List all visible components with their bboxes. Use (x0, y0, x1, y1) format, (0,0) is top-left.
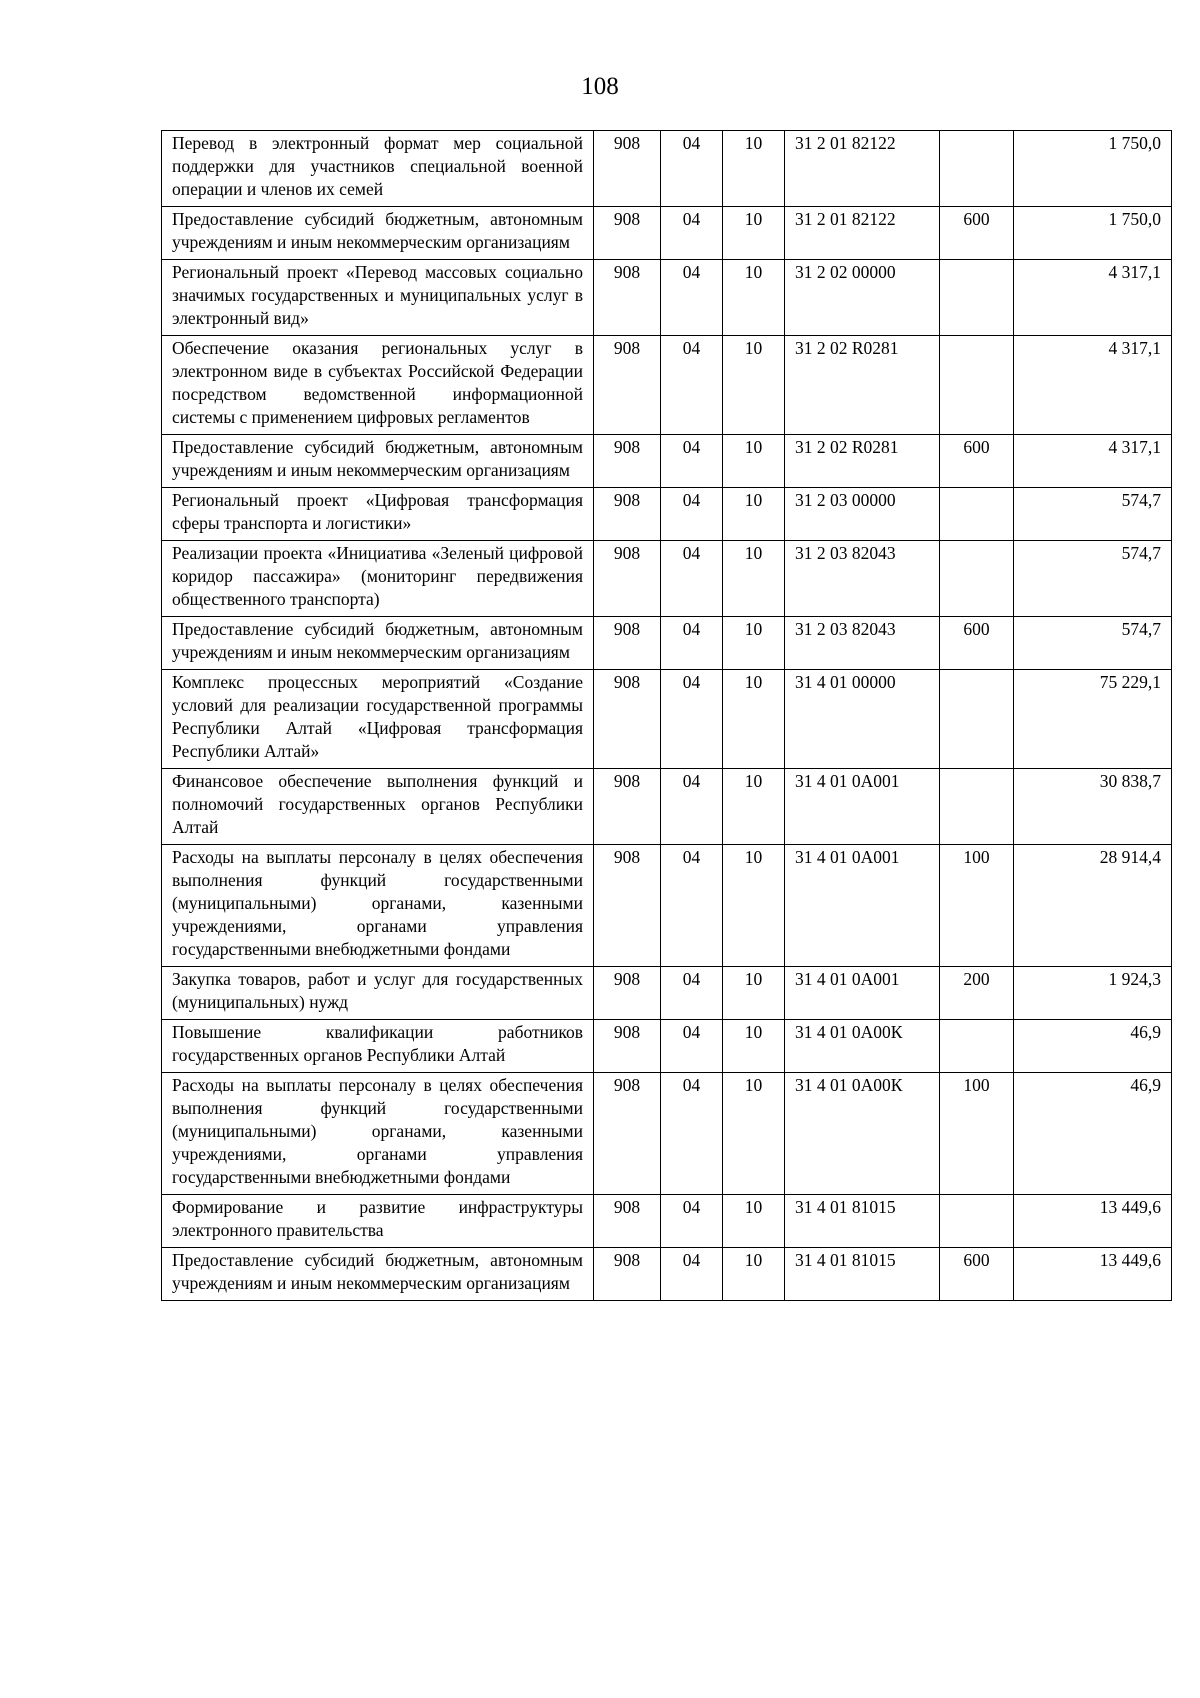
row-name-cell: Расходы на выплаты персоналу в целях обеспечения выполнения функций государственными (муниципальными) органами, казенными учреждениями, органами управления государственными внебюджетными фондами (162, 1073, 594, 1195)
row-name-cell: Предоставление субсидий бюджетным, автономным учреждениям и иным некоммерческим организациям (162, 1248, 594, 1301)
row-pr-cell: 10 (723, 435, 785, 488)
row-pr-cell: 10 (723, 336, 785, 435)
row-rz-cell: 04 (661, 260, 723, 336)
table-row (162, 336, 1172, 435)
table-row (162, 769, 1172, 845)
row-gr-cell: 908 (594, 1195, 661, 1248)
table-row (162, 1248, 1172, 1301)
row-vr-cell: 600 (940, 435, 1014, 488)
row-rz-cell: 04 (661, 435, 723, 488)
row-vr-cell: 100 (940, 845, 1014, 967)
row-sum-cell: 574,7 (1014, 617, 1172, 670)
row-pr-cell: 10 (723, 670, 785, 769)
row-name-cell: Предоставление субсидий бюджетным, автономным учреждениям и иным некоммерческим организациям (162, 617, 594, 670)
row-name-cell: Реализации проекта «Инициатива «Зеленый цифровой коридор пассажира» (мониторинг передвижения общественного транспорта) (162, 541, 594, 617)
row-name-cell: Расходы на выплаты персоналу в целях обеспечения выполнения функций государственными (муниципальными) органами, казенными учреждениями, органами управления государственными внебюджетными фондами (162, 845, 594, 967)
row-rz-cell: 04 (661, 488, 723, 541)
row-csr-cell: 31 2 03 00000 (785, 488, 940, 541)
row-vr-cell (940, 670, 1014, 769)
row-sum-cell: 28 914,4 (1014, 845, 1172, 967)
table-row (162, 541, 1172, 617)
row-rz-cell: 04 (661, 1073, 723, 1195)
row-pr-cell: 10 (723, 1073, 785, 1195)
row-pr-cell: 10 (723, 541, 785, 617)
row-sum-cell: 46,9 (1014, 1020, 1172, 1073)
row-rz-cell: 04 (661, 131, 723, 207)
row-vr-cell (940, 336, 1014, 435)
row-pr-cell: 10 (723, 207, 785, 260)
row-rz-cell: 04 (661, 769, 723, 845)
row-csr-cell: 31 2 01 82122 (785, 207, 940, 260)
row-sum-cell: 4 317,1 (1014, 435, 1172, 488)
row-name-cell: Комплекс процессных мероприятий «Создание условий для реализации государственной программы Республики Алтай «Цифровая трансформация Республики Алтай» (162, 670, 594, 769)
row-gr-cell: 908 (594, 670, 661, 769)
table-row (162, 131, 1172, 207)
row-pr-cell: 10 (723, 1248, 785, 1301)
row-rz-cell: 04 (661, 1020, 723, 1073)
row-vr-cell: 600 (940, 617, 1014, 670)
row-gr-cell: 908 (594, 1073, 661, 1195)
row-rz-cell: 04 (661, 967, 723, 1020)
row-rz-cell: 04 (661, 1248, 723, 1301)
row-vr-cell: 600 (940, 207, 1014, 260)
row-name-cell: Региональный проект «Перевод массовых социально значимых государственных и муниципальных услуг в электронный вид» (162, 260, 594, 336)
table-row (162, 207, 1172, 260)
row-sum-cell: 30 838,7 (1014, 769, 1172, 845)
row-sum-cell: 1 924,3 (1014, 967, 1172, 1020)
budget-table (161, 130, 1172, 1301)
row-sum-cell: 574,7 (1014, 488, 1172, 541)
row-vr-cell (940, 131, 1014, 207)
row-gr-cell: 908 (594, 967, 661, 1020)
row-vr-cell (940, 260, 1014, 336)
row-csr-cell: 31 4 01 00000 (785, 670, 940, 769)
row-csr-cell: 31 2 01 82122 (785, 131, 940, 207)
row-vr-cell (940, 1020, 1014, 1073)
row-gr-cell: 908 (594, 845, 661, 967)
table-row (162, 967, 1172, 1020)
row-gr-cell: 908 (594, 207, 661, 260)
row-gr-cell: 908 (594, 541, 661, 617)
table-row (162, 1073, 1172, 1195)
row-pr-cell: 10 (723, 1020, 785, 1073)
row-vr-cell (940, 488, 1014, 541)
row-rz-cell: 04 (661, 1195, 723, 1248)
row-gr-cell: 908 (594, 1020, 661, 1073)
budget-table-body (162, 131, 1172, 1301)
row-vr-cell: 100 (940, 1073, 1014, 1195)
row-pr-cell: 10 (723, 769, 785, 845)
table-row (162, 488, 1172, 541)
row-vr-cell (940, 1195, 1014, 1248)
row-sum-cell: 574,7 (1014, 541, 1172, 617)
row-pr-cell: 10 (723, 845, 785, 967)
table-row (162, 1195, 1172, 1248)
page-number: 108 (581, 73, 619, 100)
table-row (162, 670, 1172, 769)
row-csr-cell: 31 4 01 81015 (785, 1195, 940, 1248)
row-pr-cell: 10 (723, 967, 785, 1020)
row-gr-cell: 908 (594, 617, 661, 670)
row-vr-cell: 600 (940, 1248, 1014, 1301)
row-pr-cell: 10 (723, 488, 785, 541)
row-sum-cell: 13 449,6 (1014, 1195, 1172, 1248)
row-rz-cell: 04 (661, 336, 723, 435)
row-rz-cell: 04 (661, 617, 723, 670)
row-sum-cell: 4 317,1 (1014, 336, 1172, 435)
row-rz-cell: 04 (661, 670, 723, 769)
row-gr-cell: 908 (594, 336, 661, 435)
row-gr-cell: 908 (594, 435, 661, 488)
row-name-cell: Повышение квалификации работников государственных органов Республики Алтай (162, 1020, 594, 1073)
row-rz-cell: 04 (661, 845, 723, 967)
row-vr-cell (940, 769, 1014, 845)
row-gr-cell: 908 (594, 131, 661, 207)
row-csr-cell: 31 2 03 82043 (785, 541, 940, 617)
row-name-cell: Обеспечение оказания региональных услуг в электронном виде в субъектах Российской Федерации посредством ведомственной информационной системы с применением цифровых регламентов (162, 336, 594, 435)
row-csr-cell: 31 4 01 0А001 (785, 769, 940, 845)
row-csr-cell: 31 4 01 0А001 (785, 967, 940, 1020)
row-gr-cell: 908 (594, 769, 661, 845)
row-rz-cell: 04 (661, 207, 723, 260)
row-pr-cell: 10 (723, 617, 785, 670)
row-pr-cell: 10 (723, 131, 785, 207)
row-pr-cell: 10 (723, 1195, 785, 1248)
row-name-cell: Предоставление субсидий бюджетным, автономным учреждениям и иным некоммерческим организациям (162, 207, 594, 260)
row-sum-cell: 1 750,0 (1014, 131, 1172, 207)
row-csr-cell: 31 4 01 0А00К (785, 1020, 940, 1073)
row-sum-cell: 13 449,6 (1014, 1248, 1172, 1301)
row-sum-cell: 75 229,1 (1014, 670, 1172, 769)
table-row (162, 260, 1172, 336)
row-sum-cell: 1 750,0 (1014, 207, 1172, 260)
row-csr-cell: 31 2 02 00000 (785, 260, 940, 336)
row-gr-cell: 908 (594, 1248, 661, 1301)
row-csr-cell: 31 4 01 0А00К (785, 1073, 940, 1195)
row-name-cell: Перевод в электронный формат мер социальной поддержки для участников специальной военной операции и членов их семей (162, 131, 594, 207)
row-csr-cell: 31 4 01 81015 (785, 1248, 940, 1301)
row-vr-cell: 200 (940, 967, 1014, 1020)
row-name-cell: Финансовое обеспечение выполнения функций и полномочий государственных органов Республики Алтай (162, 769, 594, 845)
row-pr-cell: 10 (723, 260, 785, 336)
row-vr-cell (940, 541, 1014, 617)
row-csr-cell: 31 2 03 82043 (785, 617, 940, 670)
row-name-cell: Закупка товаров, работ и услуг для государственных (муниципальных) нужд (162, 967, 594, 1020)
row-name-cell: Формирование и развитие инфраструктуры электронного правительства (162, 1195, 594, 1248)
row-name-cell: Региональный проект «Цифровая трансформация сферы транспорта и логистики» (162, 488, 594, 541)
row-csr-cell: 31 4 01 0А001 (785, 845, 940, 967)
table-row (162, 435, 1172, 488)
table-row (162, 845, 1172, 967)
row-csr-cell: 31 2 02 R0281 (785, 435, 940, 488)
table-row (162, 617, 1172, 670)
row-gr-cell: 908 (594, 260, 661, 336)
row-name-cell: Предоставление субсидий бюджетным, автономным учреждениям и иным некоммерческим организациям (162, 435, 594, 488)
row-sum-cell: 4 317,1 (1014, 260, 1172, 336)
row-rz-cell: 04 (661, 541, 723, 617)
row-csr-cell: 31 2 02 R0281 (785, 336, 940, 435)
table-row (162, 1020, 1172, 1073)
row-sum-cell: 46,9 (1014, 1073, 1172, 1195)
row-gr-cell: 908 (594, 488, 661, 541)
